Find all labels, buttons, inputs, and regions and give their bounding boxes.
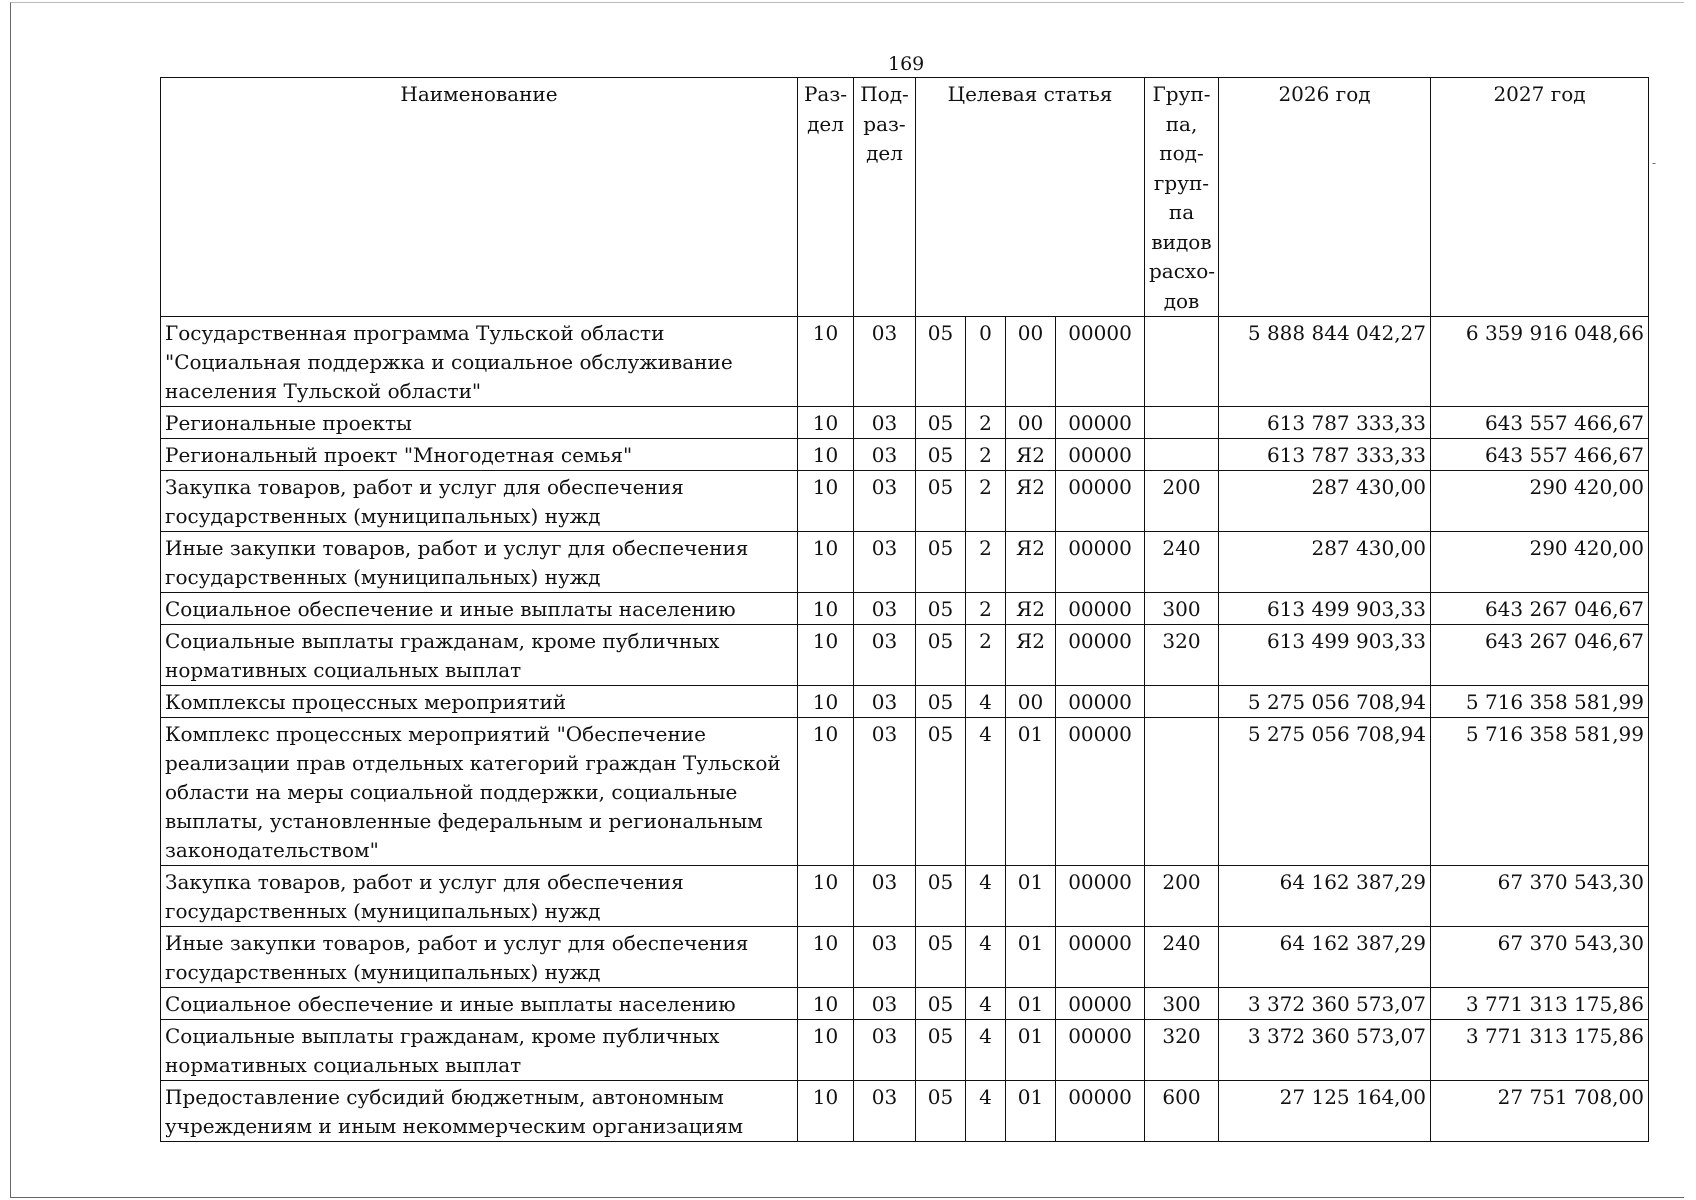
- row-amount-2027: 290 420,00: [1431, 471, 1649, 532]
- table-row: [161, 988, 1649, 1020]
- row-target-program: 05: [916, 686, 966, 718]
- row-target-program: 05: [916, 471, 966, 532]
- row-target-structure: 01: [1006, 1020, 1056, 1081]
- header-year-2027: 2027 год: [1431, 78, 1649, 317]
- row-amount-2027: 67 370 543,30: [1431, 866, 1649, 927]
- row-expense-group: 200: [1145, 471, 1219, 532]
- row-name: Социальное обеспечение и иные выплаты населению: [161, 988, 798, 1020]
- row-target-type: 4: [966, 866, 1006, 927]
- row-expense-group: 200: [1145, 866, 1219, 927]
- row-target-program: 05: [916, 593, 966, 625]
- row-target-program: 05: [916, 317, 966, 407]
- row-target-type: 2: [966, 471, 1006, 532]
- row-podrazdel: 03: [854, 593, 916, 625]
- table-row: [161, 439, 1649, 471]
- row-expense-group: [1145, 718, 1219, 866]
- row-amount-2026: 613 499 903,33: [1219, 593, 1431, 625]
- row-razdel: 10: [798, 317, 854, 407]
- row-expense-group: [1145, 439, 1219, 471]
- row-podrazdel: 03: [854, 1020, 916, 1081]
- table-row: [161, 471, 1649, 532]
- row-target-type: 2: [966, 407, 1006, 439]
- row-target-direction: 00000: [1056, 625, 1145, 686]
- row-amount-2026: 613 787 333,33: [1219, 439, 1431, 471]
- row-target-type: 2: [966, 593, 1006, 625]
- row-target-direction: 00000: [1056, 718, 1145, 866]
- row-podrazdel: 03: [854, 686, 916, 718]
- row-target-structure: Я2: [1006, 593, 1056, 625]
- row-amount-2026: 64 162 387,29: [1219, 927, 1431, 988]
- header-year-2026: 2026 год: [1219, 78, 1431, 317]
- row-expense-group: [1145, 317, 1219, 407]
- table-row: [161, 625, 1649, 686]
- row-target-type: 2: [966, 532, 1006, 593]
- row-razdel: 10: [798, 866, 854, 927]
- row-target-direction: 00000: [1056, 317, 1145, 407]
- row-amount-2026: 5 275 056 708,94: [1219, 686, 1431, 718]
- row-expense-group: 600: [1145, 1081, 1219, 1142]
- row-expense-group: 320: [1145, 1020, 1219, 1081]
- row-razdel: 10: [798, 407, 854, 439]
- row-target-structure: 01: [1006, 718, 1056, 866]
- row-target-direction: 00000: [1056, 988, 1145, 1020]
- row-amount-2027: 67 370 543,30: [1431, 927, 1649, 988]
- row-target-direction: 00000: [1056, 407, 1145, 439]
- row-amount-2027: 5 716 358 581,99: [1431, 718, 1649, 866]
- row-razdel: 10: [798, 625, 854, 686]
- row-name: Региональные проекты: [161, 407, 798, 439]
- row-target-type: 2: [966, 439, 1006, 471]
- row-expense-group: [1145, 686, 1219, 718]
- row-name: Социальные выплаты гражданам, кроме публичных нормативных социальных выплат: [161, 1020, 798, 1081]
- row-podrazdel: 03: [854, 866, 916, 927]
- row-target-structure: 00: [1006, 317, 1056, 407]
- row-target-direction: 00000: [1056, 686, 1145, 718]
- row-name: Иные закупки товаров, работ и услуг для обеспечения государственных (муниципальных) нужд: [161, 532, 798, 593]
- table-row: [161, 1081, 1649, 1142]
- header-name: Наименование: [161, 78, 798, 317]
- header-row: [161, 78, 1649, 317]
- row-expense-group: 320: [1145, 625, 1219, 686]
- row-target-structure: 01: [1006, 1081, 1056, 1142]
- row-name: Закупка товаров, работ и услуг для обеспечения государственных (муниципальных) нужд: [161, 866, 798, 927]
- row-target-direction: 00000: [1056, 866, 1145, 927]
- row-target-direction: 00000: [1056, 1020, 1145, 1081]
- row-razdel: 10: [798, 532, 854, 593]
- row-podrazdel: 03: [854, 532, 916, 593]
- row-amount-2026: 613 499 903,33: [1219, 625, 1431, 686]
- row-expense-group: 300: [1145, 593, 1219, 625]
- row-target-structure: Я2: [1006, 625, 1056, 686]
- row-target-structure: Я2: [1006, 471, 1056, 532]
- row-target-program: 05: [916, 1020, 966, 1081]
- row-expense-group: 240: [1145, 532, 1219, 593]
- row-target-program: 05: [916, 988, 966, 1020]
- page-number: 169: [888, 53, 925, 75]
- row-amount-2027: 643 557 466,67: [1431, 439, 1649, 471]
- row-amount-2027: 27 751 708,00: [1431, 1081, 1649, 1142]
- row-podrazdel: 03: [854, 988, 916, 1020]
- row-name: Социальное обеспечение и иные выплаты населению: [161, 593, 798, 625]
- row-amount-2026: 287 430,00: [1219, 532, 1431, 593]
- row-target-structure: 00: [1006, 686, 1056, 718]
- row-amount-2027: 6 359 916 048,66: [1431, 317, 1649, 407]
- row-target-structure: 00: [1006, 407, 1056, 439]
- row-target-structure: 01: [1006, 866, 1056, 927]
- row-name: Социальные выплаты гражданам, кроме публичных нормативных социальных выплат: [161, 625, 798, 686]
- row-target-program: 05: [916, 407, 966, 439]
- row-name: Комплексы процессных мероприятий: [161, 686, 798, 718]
- margin-dash: -: [1652, 156, 1657, 170]
- row-target-program: 05: [916, 532, 966, 593]
- row-amount-2027: 3 771 313 175,86: [1431, 988, 1649, 1020]
- row-target-direction: 00000: [1056, 927, 1145, 988]
- table-row: [161, 532, 1649, 593]
- budget-table: [160, 77, 1649, 1142]
- row-amount-2026: 613 787 333,33: [1219, 407, 1431, 439]
- row-target-direction: 00000: [1056, 471, 1145, 532]
- header-group: Груп- па, под- груп- па видов расхо- дов: [1145, 78, 1219, 317]
- row-razdel: 10: [798, 988, 854, 1020]
- row-razdel: 10: [798, 1020, 854, 1081]
- header-target: Целевая статья: [916, 78, 1145, 317]
- row-amount-2026: 287 430,00: [1219, 471, 1431, 532]
- table-row: [161, 686, 1649, 718]
- row-podrazdel: 03: [854, 407, 916, 439]
- row-razdel: 10: [798, 593, 854, 625]
- row-podrazdel: 03: [854, 471, 916, 532]
- row-amount-2027: 5 716 358 581,99: [1431, 686, 1649, 718]
- row-razdel: 10: [798, 439, 854, 471]
- table-row: [161, 866, 1649, 927]
- row-amount-2026: 3 372 360 573,07: [1219, 988, 1431, 1020]
- row-target-program: 05: [916, 625, 966, 686]
- row-target-structure: 01: [1006, 988, 1056, 1020]
- row-target-direction: 00000: [1056, 1081, 1145, 1142]
- header-podrazdel: Под- раз- дел: [854, 78, 916, 317]
- row-target-type: 2: [966, 625, 1006, 686]
- row-amount-2026: 3 372 360 573,07: [1219, 1020, 1431, 1081]
- row-expense-group: 300: [1145, 988, 1219, 1020]
- row-name: Иные закупки товаров, работ и услуг для обеспечения государственных (муниципальных) нужд: [161, 927, 798, 988]
- row-amount-2027: 290 420,00: [1431, 532, 1649, 593]
- row-target-program: 05: [916, 927, 966, 988]
- table-row: [161, 718, 1649, 866]
- table-row: [161, 407, 1649, 439]
- row-target-type: 4: [966, 927, 1006, 988]
- table-body: [161, 317, 1649, 1142]
- table-row: [161, 317, 1649, 407]
- row-amount-2026: 27 125 164,00: [1219, 1081, 1431, 1142]
- row-name: Предоставление субсидий бюджетным, автономным учреждениям и иным некоммерческим организациям: [161, 1081, 798, 1142]
- row-name: Государственная программа Тульской области "Социальная поддержка и социальное обслуживание населения Тульской области": [161, 317, 798, 407]
- row-podrazdel: 03: [854, 317, 916, 407]
- row-expense-group: [1145, 407, 1219, 439]
- row-name: Закупка товаров, работ и услуг для обеспечения государственных (муниципальных) нужд: [161, 471, 798, 532]
- row-name: Региональный проект "Многодетная семья": [161, 439, 798, 471]
- row-target-direction: 00000: [1056, 532, 1145, 593]
- row-target-type: 0: [966, 317, 1006, 407]
- row-amount-2027: 643 267 046,67: [1431, 593, 1649, 625]
- row-razdel: 10: [798, 1081, 854, 1142]
- row-target-structure: Я2: [1006, 532, 1056, 593]
- row-target-type: 4: [966, 718, 1006, 866]
- row-amount-2027: 643 267 046,67: [1431, 625, 1649, 686]
- table-row: [161, 927, 1649, 988]
- row-razdel: 10: [798, 718, 854, 866]
- row-target-direction: 00000: [1056, 593, 1145, 625]
- row-target-type: 4: [966, 1081, 1006, 1142]
- row-razdel: 10: [798, 927, 854, 988]
- row-target-type: 4: [966, 1020, 1006, 1081]
- header-razdel: Раз- дел: [798, 78, 854, 317]
- row-podrazdel: 03: [854, 439, 916, 471]
- row-target-structure: 01: [1006, 927, 1056, 988]
- row-name: Комплекс процессных мероприятий "Обеспечение реализации прав отдельных категорий граждан Тульской области на меры социальной поддержки, социальные выплаты, установленные федеральным и региональным законодательством": [161, 718, 798, 866]
- row-target-program: 05: [916, 718, 966, 866]
- row-target-program: 05: [916, 1081, 966, 1142]
- row-razdel: 10: [798, 686, 854, 718]
- row-amount-2026: 5 275 056 708,94: [1219, 718, 1431, 866]
- row-target-type: 4: [966, 686, 1006, 718]
- row-target-program: 05: [916, 439, 966, 471]
- row-amount-2026: 5 888 844 042,27: [1219, 317, 1431, 407]
- row-podrazdel: 03: [854, 625, 916, 686]
- table-row: [161, 593, 1649, 625]
- row-target-structure: Я2: [1006, 439, 1056, 471]
- row-amount-2027: 3 771 313 175,86: [1431, 1020, 1649, 1081]
- row-expense-group: 240: [1145, 927, 1219, 988]
- row-target-program: 05: [916, 866, 966, 927]
- row-amount-2027: 643 557 466,67: [1431, 407, 1649, 439]
- row-podrazdel: 03: [854, 718, 916, 866]
- row-target-type: 4: [966, 988, 1006, 1020]
- row-target-direction: 00000: [1056, 439, 1145, 471]
- row-amount-2026: 64 162 387,29: [1219, 866, 1431, 927]
- row-razdel: 10: [798, 471, 854, 532]
- table-row: [161, 1020, 1649, 1081]
- row-podrazdel: 03: [854, 1081, 916, 1142]
- row-podrazdel: 03: [854, 927, 916, 988]
